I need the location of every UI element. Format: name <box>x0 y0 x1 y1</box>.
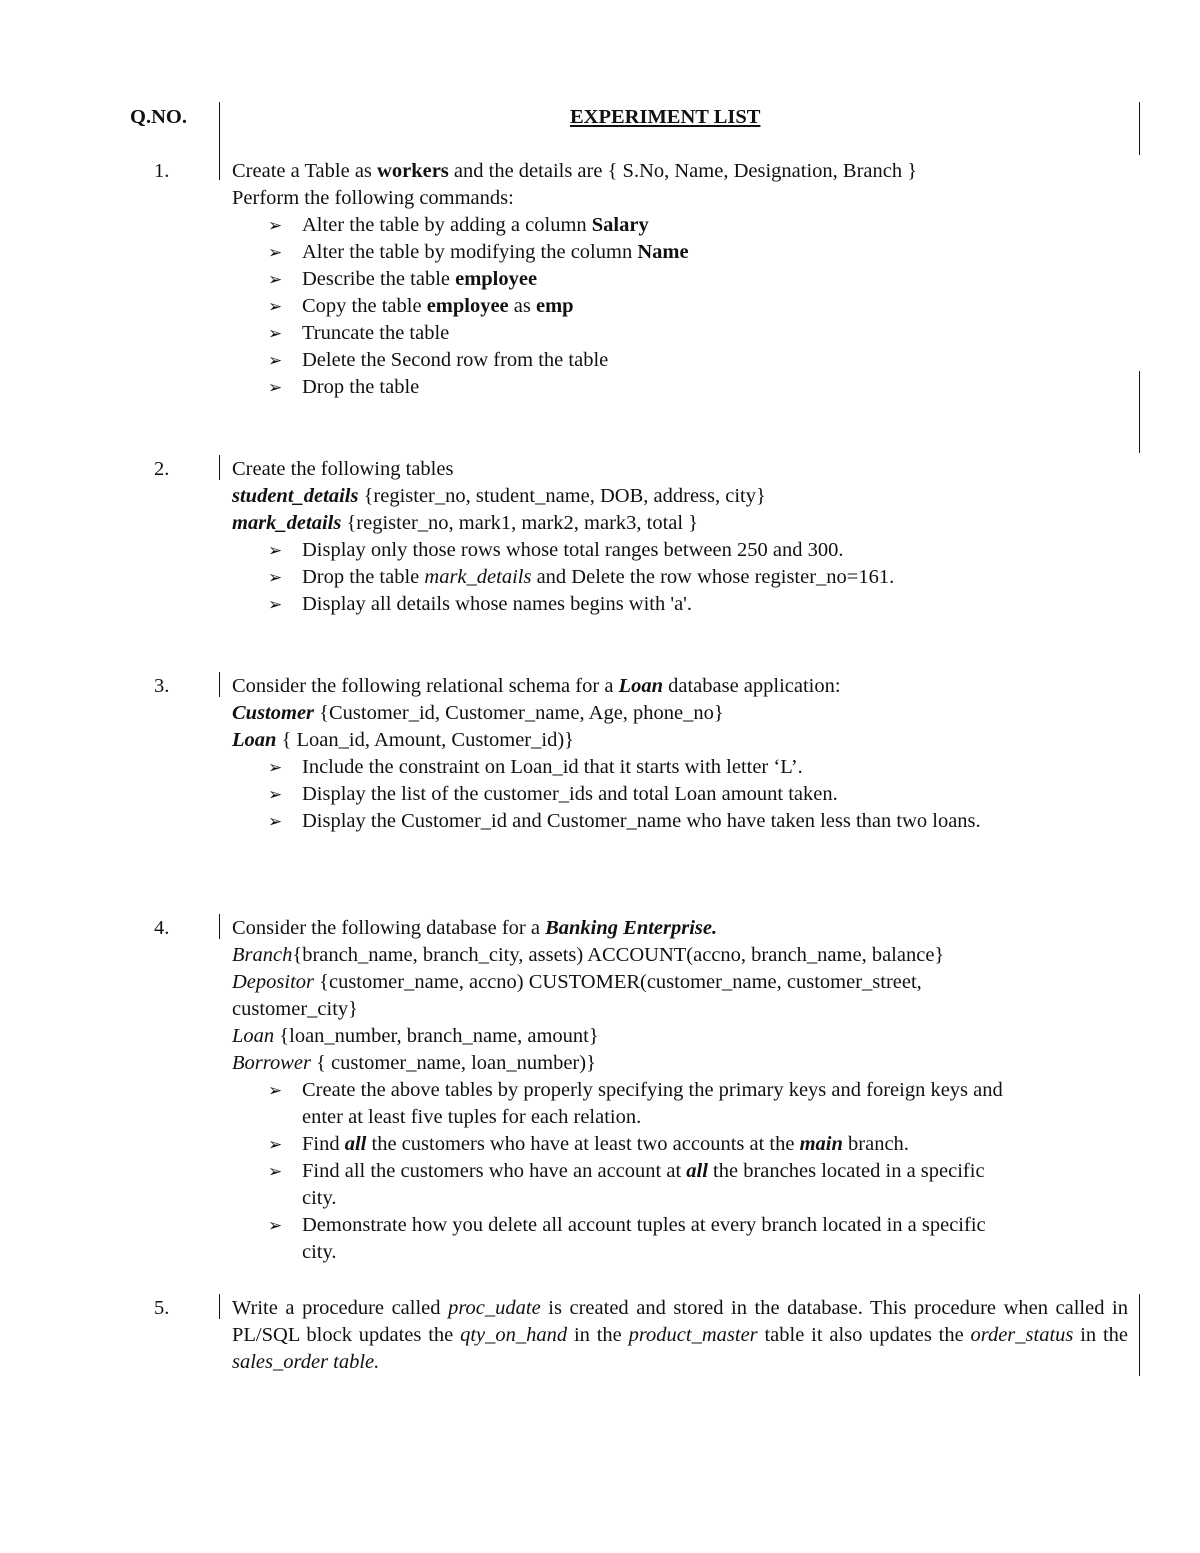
list-item: ➢ Find all the customers who have at least two accounts at the main branch. <box>268 1131 909 1159</box>
q3-intro: Consider the following relational schema for a Loan database application: <box>232 675 841 697</box>
arrow-bullet-icon: ➢ <box>268 297 283 317</box>
list-item: ➢ Display only those rows whose total ranges between 250 and 300. <box>268 537 843 565</box>
list-item: ➢ Describe the table employee <box>268 266 537 294</box>
q2-table-2: mark_details {register_no, mark1, mark2, mark3, total } <box>232 512 699 534</box>
q3-table-1: Customer {Customer_id, Customer_name, Age, phone_no} <box>232 702 724 724</box>
list-item: ➢ Truncate the table <box>268 320 449 348</box>
list-item: ➢ Alter the table by modifying the column Name <box>268 239 689 267</box>
q4-intro: Consider the following database for a Banking Enterprise. <box>232 917 718 939</box>
arrow-bullet-icon: ➢ <box>268 595 283 615</box>
list-item: ➢ Include the constraint on Loan_id that it starts with letter ‘L’. <box>268 754 803 782</box>
list-item-cont: city. <box>302 1241 337 1263</box>
q2-table-1: student_details {register_no, student_name, DOB, address, city} <box>232 485 766 507</box>
right-rule-1 <box>1139 102 1140 155</box>
arrow-bullet-icon: ➢ <box>268 758 283 778</box>
q4-table-2: Depositor {customer_name, accno) CUSTOMER(customer_name, customer_street, <box>232 971 922 993</box>
arrow-bullet-icon: ➢ <box>268 812 283 832</box>
q4-number: 4. <box>154 917 170 939</box>
left-rule-4 <box>219 914 220 939</box>
q5-paragraph: Write a procedure called proc_udate is created and stored in the database. This procedure when called in PL/SQL block updates the qty_on_hand in the product_master table it also updates the order_status in the sales_order table. <box>232 1297 1129 1373</box>
arrow-bullet-icon: ➢ <box>268 243 283 263</box>
list-item: ➢ Copy the table employee as emp <box>268 293 574 321</box>
page-title: EXPERIMENT LIST <box>570 106 761 128</box>
right-rule-2 <box>1139 371 1140 453</box>
list-item: ➢ Create the above tables by properly specifying the primary keys and foreign keys and <box>268 1077 1003 1105</box>
arrow-bullet-icon: ➢ <box>268 568 283 588</box>
arrow-bullet-icon: ➢ <box>268 351 283 371</box>
left-rule-3 <box>219 672 220 697</box>
q2-intro: Create the following tables <box>232 458 454 480</box>
list-item: ➢ Display the list of the customer_ids and total Loan amount taken. <box>268 781 838 809</box>
q2-number: 2. <box>154 458 170 480</box>
list-item-cont: enter at least five tuples for each relation. <box>302 1106 642 1128</box>
left-rule-1 <box>219 102 220 180</box>
q1-line2: Perform the following commands: <box>232 187 514 209</box>
list-item: ➢ Display all details whose names begins with 'a'. <box>268 591 692 619</box>
left-rule-5 <box>219 1294 220 1319</box>
arrow-bullet-icon: ➢ <box>268 270 283 290</box>
q1-number: 1. <box>154 160 170 182</box>
arrow-bullet-icon: ➢ <box>268 1162 283 1182</box>
q4-table-3: Loan {loan_number, branch_name, amount} <box>232 1025 599 1047</box>
arrow-bullet-icon: ➢ <box>268 541 283 561</box>
left-rule-2 <box>219 455 220 480</box>
q4-table-2-cont: customer_city} <box>232 998 358 1020</box>
q4-table-4: Borrower { customer_name, loan_number)} <box>232 1052 596 1074</box>
list-item-cont: city. <box>302 1187 337 1209</box>
right-rule-5 <box>1139 1294 1140 1376</box>
arrow-bullet-icon: ➢ <box>268 1135 283 1155</box>
q5-number: 5. <box>154 1297 170 1319</box>
list-item: ➢ Find all the customers who have an account at all the branches located in a specific <box>268 1158 985 1186</box>
arrow-bullet-icon: ➢ <box>268 378 283 398</box>
q4-table-1: Branch{branch_name, branch_city, assets) ACCOUNT(accno, branch_name, balance} <box>232 944 945 966</box>
list-item: ➢ Drop the table mark_details and Delete the row whose register_no=161. <box>268 564 894 592</box>
list-item: ➢ Drop the table <box>268 374 419 402</box>
header-qno: Q.NO. <box>130 106 187 128</box>
arrow-bullet-icon: ➢ <box>268 785 283 805</box>
q1-intro: Create a Table as workers and the details are { S.No, Name, Designation, Branch } <box>232 160 918 182</box>
arrow-bullet-icon: ➢ <box>268 1216 283 1236</box>
arrow-bullet-icon: ➢ <box>268 1081 283 1101</box>
list-item: ➢ Demonstrate how you delete all account tuples at every branch located in a specific <box>268 1212 986 1240</box>
arrow-bullet-icon: ➢ <box>268 324 283 344</box>
list-item: ➢ Display the Customer_id and Customer_name who have taken less than two loans. <box>268 808 981 836</box>
q3-number: 3. <box>154 675 170 697</box>
arrow-bullet-icon: ➢ <box>268 216 283 236</box>
q3-table-2: Loan { Loan_id, Amount, Customer_id)} <box>232 729 574 751</box>
list-item: ➢ Alter the table by adding a column Salary <box>268 212 649 240</box>
list-item: ➢ Delete the Second row from the table <box>268 347 608 375</box>
